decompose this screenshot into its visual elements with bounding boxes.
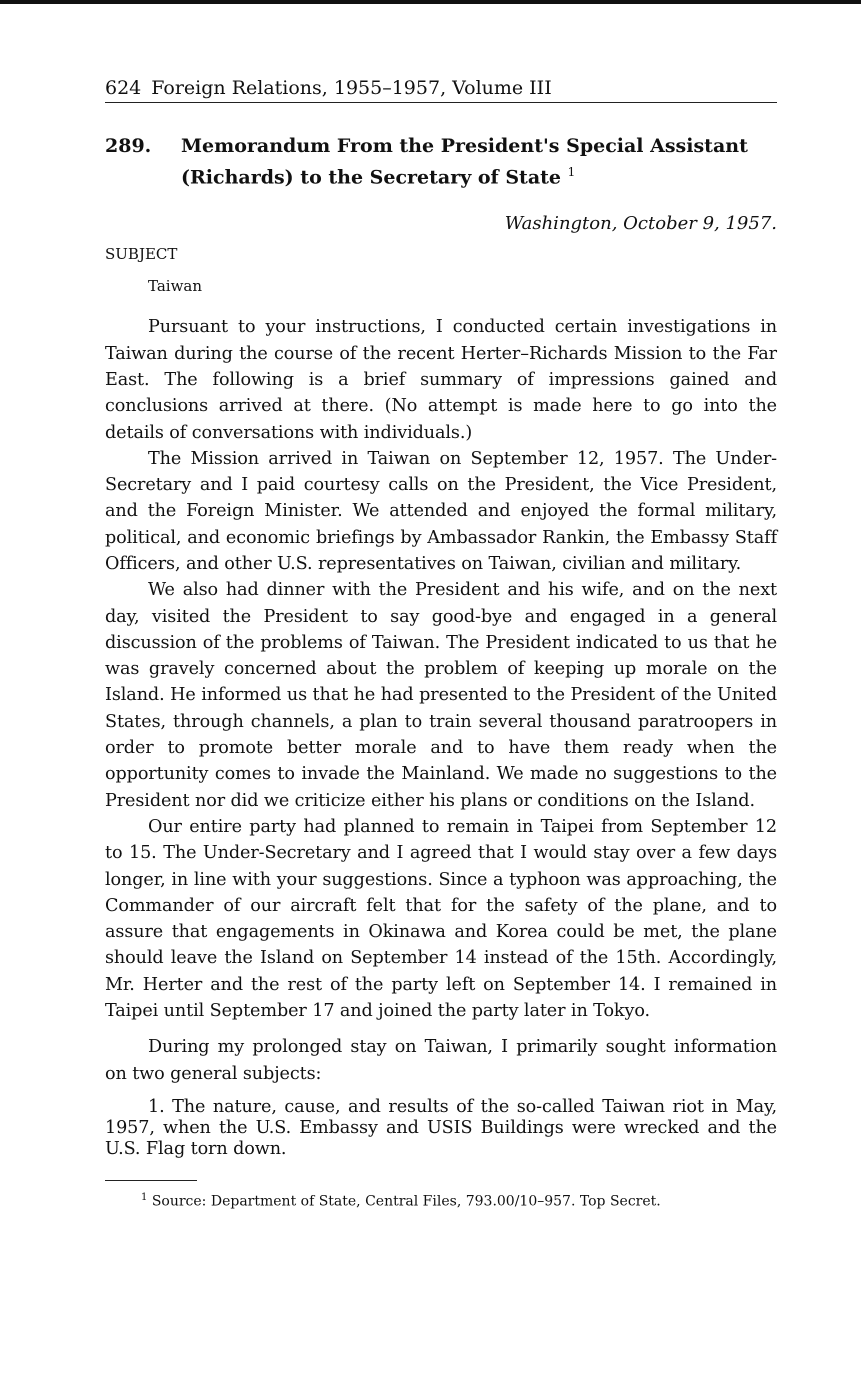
paragraph: Pursuant to your instructions, I conducted certain investigations in Taiwan during the course of the recent Herter–Richards Mission to the Far East. The following is a brief summary of impressions gained and conclusions arrived at there. (No attempt is made here to go into the details of conversations with individuals.) <box>105 317 777 443</box>
subject-value: Taiwan <box>148 277 203 296</box>
footnote-text: Source: Department of State, Central Files, 793.00/10–957. Top Secret. <box>151 1193 661 1210</box>
page-number: 624 <box>105 77 142 99</box>
footnote-marker: 1 <box>567 165 576 179</box>
paragraph: During my prolonged stay on Taiwan, I primarily sought information on two general subjects: <box>105 1037 777 1084</box>
document-page <box>105 76 777 1211</box>
document-title-block <box>181 133 777 190</box>
footnote-rule <box>105 1180 197 1181</box>
paragraph: We also had dinner with the President and his wife, and on the next day, visited the President to say good-bye and engaged in a general discussion of the problems of Taiwan. The President indicated to us that he was gravely concerned about the problem of keeping up morale on the Island. He informed us that he had presented to the President of the United States, through channels, a plan to train several thousand paratroopers in order to promote better morale and to have them ready when the opportunity comes to invade the Mainland. We made no suggestions to the President nor did we criticize either his plans or conditions on the Island. <box>105 580 777 811</box>
subject-label: SUBJECT <box>105 245 178 264</box>
document-title: Memorandum From the President's Special Assistant (Richards) to the Secretary of State <box>181 135 748 189</box>
paragraph: Our entire party had planned to remain in Taipei from September 12 to 15. The Under-Secretary and I agreed that I would stay over a few days longer, in line with your suggestions. Since a typhoon was approaching, the Commander of our aircraft felt that for the safety of the plane, and to assure that engagements in Okinawa and Korea could be met, the plane should leave the Island on September 14 instead of the 15th. Accordingly, Mr. Herter and the rest of the party left on September 14. I remained in Taipei until September 17 and joined the party later in Tokyo. <box>105 816 777 1022</box>
volume-title: Foreign Relations, 1955–1957, Volume III <box>151 77 552 99</box>
document-heading <box>105 133 777 190</box>
footnote-number: 1 <box>141 1191 148 1203</box>
document-number: 289. <box>105 135 152 157</box>
page-top-edge <box>0 0 861 4</box>
numbered-item: 1. The nature, cause, and results of the so-called Taiwan riot in May, 1957, when the U.S. Embassy and USIS Buildings were wrecked and the U.S. Flag torn down. <box>105 1096 777 1159</box>
dateline: Washington, October 9, 1957. <box>504 213 777 235</box>
running-head <box>105 76 777 103</box>
paragraph: The Mission arrived in Taiwan on September 12, 1957. The Under-Secretary and I paid courtesy calls on the President, the Vice President, and the Foreign Minister. We attended and enjoyed the formal military, political, and economic briefings by Ambassador Rankin, the Embassy Staff Officers, and other U.S. representatives on Taiwan, civilian and military. <box>105 448 777 574</box>
footnote <box>141 1189 777 1211</box>
memo-body <box>105 314 777 1160</box>
